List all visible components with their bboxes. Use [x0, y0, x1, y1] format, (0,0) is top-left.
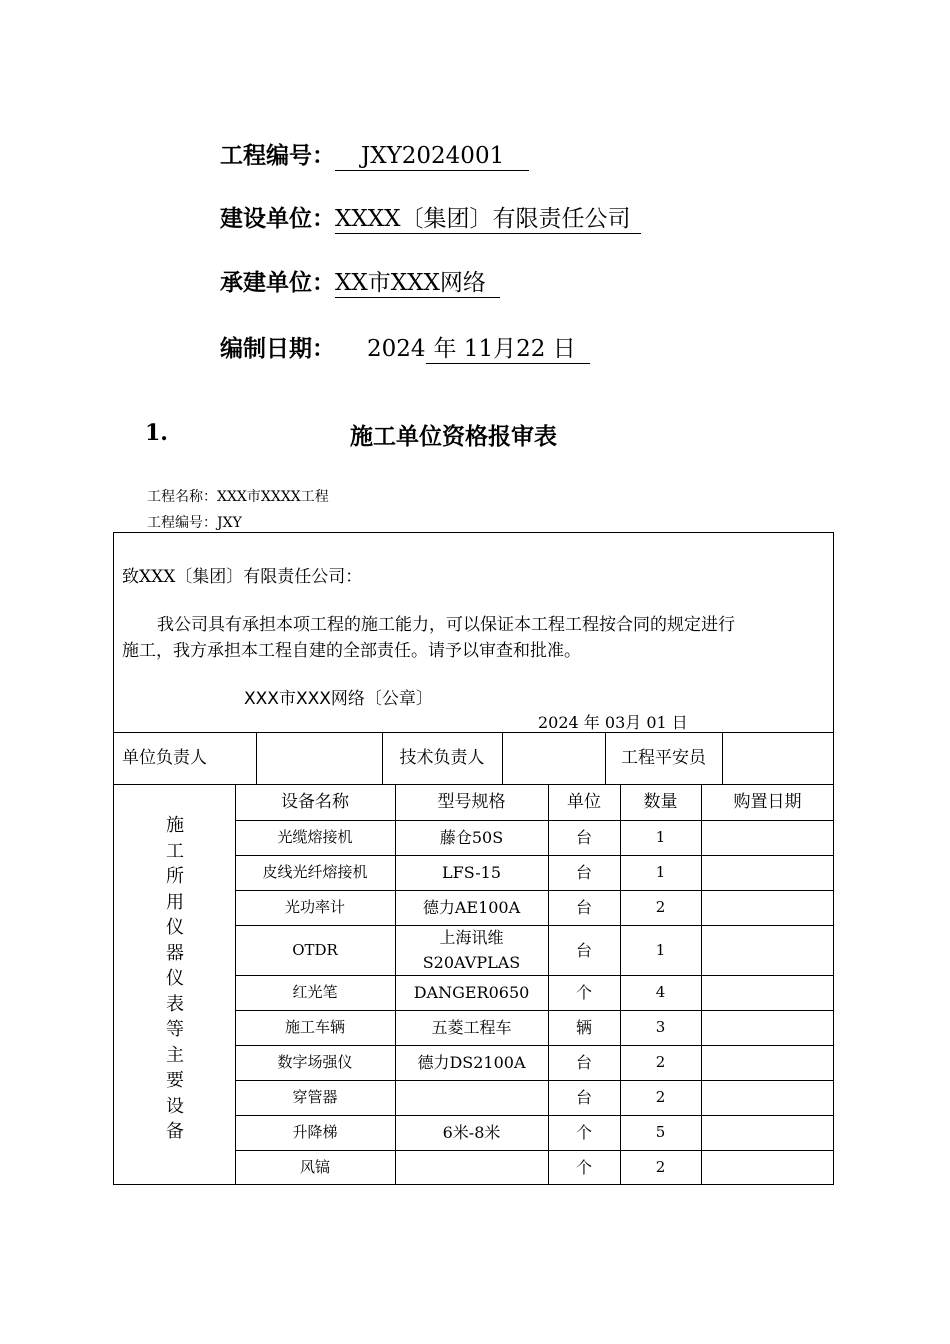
side-char: 要 — [166, 1070, 184, 1091]
safety-officer-field[interactable] — [722, 732, 834, 784]
project-number-value: JXY2024001 — [335, 142, 529, 171]
cell-model: 藤仓50S — [439, 828, 504, 847]
cell-name: 皮线光纤熔接机 — [262, 863, 368, 881]
cell-unit: 辆 — [575, 1018, 592, 1037]
cell-date[interactable] — [701, 855, 834, 890]
cell-name: 数字场强仪 — [277, 1053, 353, 1071]
cell-date[interactable] — [701, 820, 834, 855]
contractor-row — [220, 264, 500, 298]
header-equipment-name: 设备名称 — [281, 791, 349, 812]
cell-qty: 2 — [655, 898, 666, 916]
cell-qty: 4 — [655, 983, 666, 1001]
side-char: 用 — [166, 891, 184, 913]
cell-model: 6米-8米 — [442, 1123, 501, 1142]
cell-name: OTDR — [292, 940, 338, 959]
side-char: 设 — [166, 1095, 184, 1117]
cell-qty: 2 — [655, 1157, 666, 1176]
project-number-label: 工程编号： — [220, 143, 335, 169]
cell-unit: 个 — [575, 1157, 592, 1177]
contractor-label: 承建单位： — [220, 270, 335, 296]
header-quantity: 数量 — [643, 791, 678, 812]
cell-model — [395, 1080, 548, 1115]
safety-officer-label: 工程平安员 — [621, 747, 706, 768]
compile-date-year: 2024 — [367, 336, 426, 362]
letter-seal: XXX市XXX网络〔公章〕 — [244, 689, 433, 709]
letter-salutation: 致XXX〔集团〕有限责任公司： — [122, 567, 363, 587]
builder-label: 建设单位： — [220, 206, 335, 232]
side-char: 备 — [166, 1121, 184, 1142]
side-char: 工 — [166, 840, 184, 862]
cell-qty: 3 — [655, 1018, 666, 1036]
cell-qty: 1 — [655, 863, 666, 881]
cell-date[interactable] — [701, 1010, 834, 1045]
letter-body-line1: 我公司具有承担本项工程的施工能力，可以保证本工程工程按合同的规定进行 — [157, 615, 735, 635]
cell-qty: 2 — [655, 1088, 666, 1106]
letter-date: 2024 年 03月 01 日 — [538, 713, 688, 732]
tech-head-field[interactable] — [502, 732, 605, 784]
cell-model: DANGER0650 — [413, 983, 530, 1002]
contractor-value: XX市XXX网络 — [335, 269, 500, 298]
cell-date[interactable] — [701, 975, 834, 1010]
cell-qty: 1 — [655, 828, 666, 846]
compile-date-row — [220, 330, 590, 364]
compile-date-rest: 年 11月22 日 — [426, 335, 590, 364]
cell-unit: 台 — [575, 863, 592, 882]
cell-qty: 1 — [655, 940, 666, 959]
cell-name: 光功率计 — [284, 898, 345, 916]
cell-model: LFS-15 — [441, 863, 502, 882]
side-char: 所 — [166, 866, 184, 887]
section-number: 1. — [145, 420, 168, 446]
side-char: 表 — [166, 993, 184, 1015]
side-char: 施 — [166, 815, 184, 836]
cell-model — [395, 1150, 548, 1184]
side-char: 器 — [166, 942, 184, 964]
builder-value: XXXX〔集团〕有限责任公司 — [335, 205, 641, 234]
project-number-row — [220, 137, 529, 171]
cell-unit: 台 — [575, 940, 592, 960]
cell-name: 风镐 — [299, 1157, 330, 1176]
cell-name: 红光笔 — [292, 983, 338, 1001]
unit-head-field[interactable] — [256, 732, 382, 784]
cell-date[interactable] — [701, 925, 834, 975]
cell-unit: 个 — [575, 1123, 592, 1142]
compile-date-label: 编制日期： — [220, 336, 335, 362]
header-model: 型号规格 — [437, 791, 506, 812]
cell-unit: 台 — [575, 1053, 592, 1072]
project-code-line: 工程编号：JXY — [147, 515, 242, 531]
unit-head-label: 单位负责人 — [122, 747, 207, 768]
project-name-line: 工程名称：XXX市XXXX工程 — [147, 489, 329, 505]
cell-name: 施工车辆 — [284, 1018, 345, 1036]
cell-qty: 2 — [655, 1053, 666, 1071]
cell-unit: 个 — [575, 983, 592, 1002]
side-char: 仪 — [166, 917, 184, 938]
builder-row — [220, 200, 641, 234]
cell-unit: 台 — [575, 828, 592, 847]
cell-qty: 5 — [655, 1123, 666, 1141]
cell-name: 升降梯 — [292, 1123, 338, 1141]
cell-date[interactable] — [701, 1115, 834, 1150]
letter-body-line2: 施工，我方承担本工程自建的全部责任。请予以审查和批准。 — [122, 641, 581, 661]
side-char: 仪 — [166, 968, 184, 989]
cell-model: 德力DS2100A — [417, 1053, 526, 1072]
cell-date[interactable] — [701, 1080, 834, 1115]
cell-model: 德力AE100A — [422, 898, 521, 917]
header-purchase-date: 购置日期 — [733, 791, 802, 812]
cell-date[interactable] — [701, 1150, 834, 1184]
cell-model: 上海讯维 S20AVPLAS — [422, 928, 521, 972]
cell-date[interactable] — [701, 1045, 834, 1080]
cell-date[interactable] — [701, 890, 834, 925]
cell-name: 光缆熔接机 — [277, 828, 353, 846]
cell-unit: 台 — [575, 898, 592, 917]
equipment-side-label — [160, 813, 190, 1145]
cell-model: 五菱工程车 — [431, 1018, 512, 1037]
cell-unit: 台 — [575, 1088, 592, 1107]
cell-name: 穿管器 — [292, 1088, 338, 1106]
header-unit: 单位 — [567, 791, 601, 812]
side-char: 等 — [166, 1019, 184, 1040]
side-char: 主 — [166, 1044, 184, 1066]
tech-head-label: 技术负责人 — [399, 747, 485, 768]
section-title: 施工单位资格报审表 — [350, 424, 557, 450]
